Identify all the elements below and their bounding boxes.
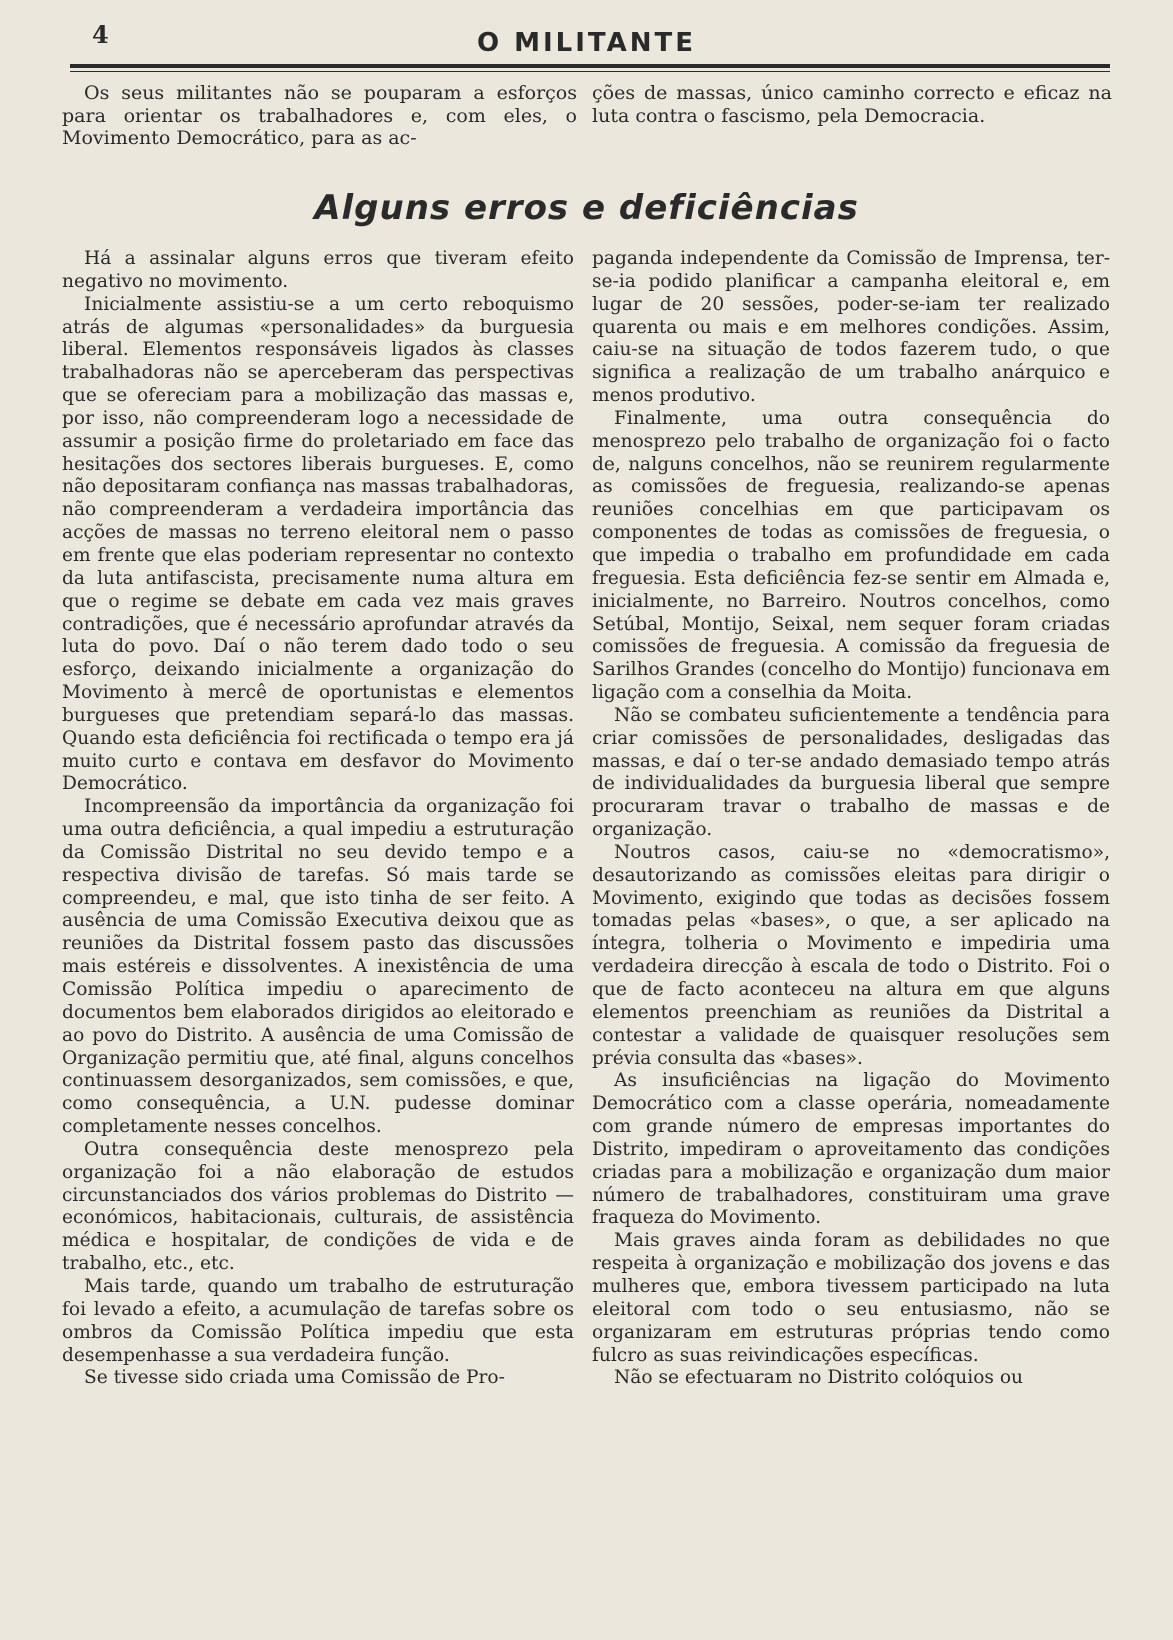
header-rule	[70, 64, 1110, 68]
paragraph: Mais tarde, quando um trabalho de estruturação foi levado a efeito, a acumulação de tarefas sobre os ombros da Comissão Política impediu que esta desempenhasse a sua verdadeira função.	[62, 1275, 574, 1366]
paragraph: Não se combateu suficientemente a tendência para criar comissões de personalidades, desligadas das massas, e daí o ter-se andado demasiado tempo atrás de individualidades da burguesia liberal que sempre procuraram travar o trabalho de massas e de organização.	[592, 704, 1110, 841]
intro-right-paragraph: ções de massas, único caminho correcto e eficaz na luta contra o fascismo, pela Democracia.	[592, 82, 1112, 127]
intro-left-paragraph: Os seus militantes não se pouparam a esforços para orientar os trabalhadores e, com eles, o Movimento Democrático, para as ac-	[62, 82, 577, 150]
paragraph: Se tivesse sido criada uma Comissão de Pro-	[84, 1367, 505, 1389]
article-left-column	[62, 248, 574, 1390]
paragraph: Não se efectuaram no Distrito colóquios ou	[614, 1367, 1024, 1389]
intro-right-column	[592, 82, 1112, 127]
header-rule-thin	[70, 71, 1110, 72]
paragraph: Outra consequência deste menosprezo pela organização foi a não elaboração de estudos circunstanciados dos vários problemas do Distrito — económicos, habitacionais, culturais, de assistência médica e hospitalar, de condições de vida e de trabalho, etc., etc.	[62, 1138, 574, 1275]
intro-left-column	[62, 82, 577, 150]
paragraph-continued: paganda independente da Comissão de Imprensa, ter-se-ia podido planificar a campanha eleitoral e, em lugar de 20 sessões, poder-se-iam ter realizado quarenta ou mais e em melhores condições. Assim, caiu-se na situação de todos fazerem tudo, o que significa a realização de um trabalho anárquico e menos produtivo.	[592, 248, 1110, 407]
article-right-column	[592, 248, 1110, 1390]
paragraph: Finalmente, uma outra consequência do menosprezo pelo trabalho de organização foi o facto de, nalguns concelhos, não se reunirem regularmente as comissões de freguesia, realizando-se apenas reuniões concelhias em que participavam os componentes de todas as comissões de freguesia, o que impedia o trabalho em profundidade em cada freguesia. Esta deficiência fez-se sentir em Almada e, inicialmente, no Barreiro. Noutros concelhos, como Setúbal, Montijo, Seixal, nem sequer foram criadas comissões de freguesia. A comissão da freguesia de Sarilhos Grandes (concelho do Montijo) funcionava em ligação com a conselhia da Moita.	[592, 407, 1111, 704]
paragraph: Há a assinalar alguns erros que tiveram efeito negativo no movimento.	[62, 248, 574, 292]
article-title: Alguns erros e deficiências	[314, 188, 859, 228]
page-number: 4	[92, 20, 109, 49]
paragraph: As insuficiências na ligação do Movimento Democrático com a classe operária, nomeadamente com grande número de empresas importantes do Distrito, impediram o aproveitamento das condições criadas para a mobilização e organização dum maior número de trabalhadores, constituiram uma grave fraqueza do Movimento.	[592, 1070, 1110, 1229]
masthead: O MILITANTE	[476, 28, 697, 58]
paragraph: Incompreensão da importância da organização foi uma outra deficiência, a qual impediu a estruturação da Comissão Distrital no seu devido tempo e a respectiva divisão de tarefas. Só mais tarde se compreendeu, e mal, que isto tinha de ser feito. A ausência de uma Comissão Executiva deixou que as reuniões da Distrital fossem pasto das discussões mais estéreis e dissolventes. A inexistência de uma Comissão Política impediu o aparecimento de documentos bem elaborados dirigidos ao eleitorado e ao povo do Distrito. A ausência de uma Comissão de Organização permitiu que, até final, alguns concelhos continuassem desorganizados, sem comissões, e que, como consequência, a U.N. pudesse dominar completamente nesses concelhos.	[62, 796, 574, 1138]
paragraph: Noutros casos, caiu-se no «democratismo», desautorizando as comissões eleitas para dirigir o Movimento, exigindo que todas as decisões fossem tomadas pelas «bases», o que, a ser aplicado na íntegra, tolheria o Movimento e impediria uma verdadeira direcção à escala de todo o Distrito. Foi o que de facto aconteceu na altura em que alguns elementos preenchiam as reuniões da Distrital a contestar a validade de quaisquer resoluções sem prévia consulta das «bases».	[592, 841, 1110, 1069]
paragraph: Inicialmente assistiu-se a um certo reboquismo atrás de algumas «personalidades» da burguesia liberal. Elementos responsáveis ligados às classes trabalhadoras não se aperceberam das perspectivas que se ofereciam para a mobilização das massas e, por isso, não compreenderam logo a necessidade de assumir a posição firme do proletariado em face das hesitações dos sectores liberais burgueses. E, como não depositaram confiança nas massas trabalhadoras, não compreenderam a verdadeira importância das acções de massas no terreno eleitoral nem o passo em frente que elas poderiam representar no contexto da luta antifascista, precisamente numa altura em que o regime se debate em cada vez mais graves contradições, que é necessário aprofundar através da luta do povo. Daí o não terem dado todo o seu esforço, deixando inicialmente a organização do Movimento à mercê de oportunistas e elementos burgueses que pretendiam separá-lo das massas. Quando esta deficiência foi rectificada o tempo era já muito curto e contava em desfavor do Movimento Democrático.	[62, 293, 574, 795]
paragraph: Mais graves ainda foram as debilidades no que respeita à organização e mobilização dos jovens e das mulheres que, embora tivessem participado na luta eleitoral com todo o seu entusiasmo, não se organizaram em estruturas próprias tendo como fulcro as suas reivindicações específicas.	[592, 1230, 1110, 1366]
